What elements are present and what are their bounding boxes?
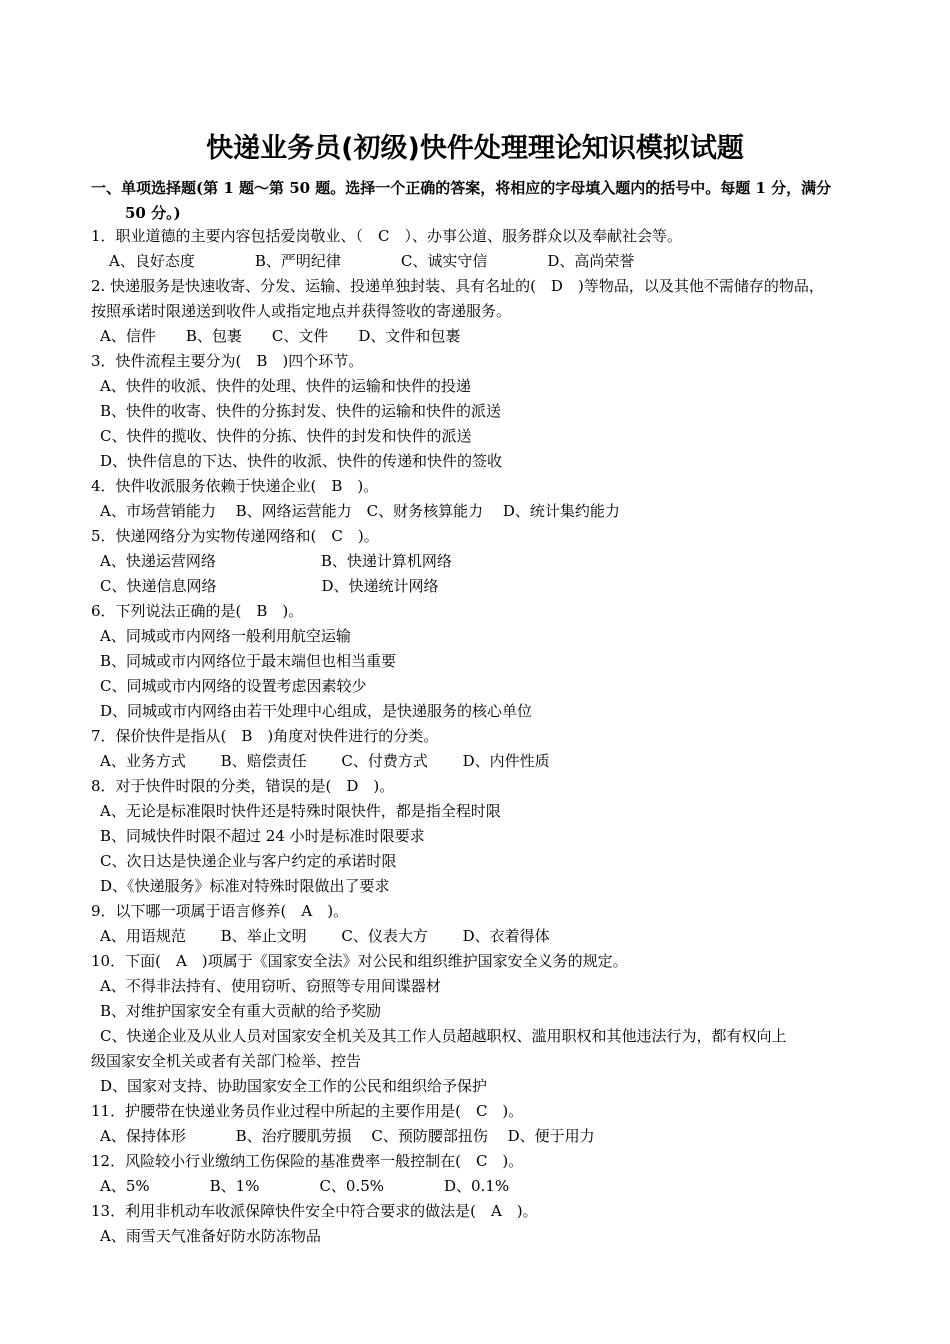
option-line: A、信件 B、包裹 C、文件 D、文件和包裹: [100, 327, 461, 345]
option-line: A、市场营销能力 B、网络运营能力 C、财务核算能力 D、统计集约能力: [100, 502, 620, 520]
question-line: 13．利用非机动车收派保障快件安全中符合要求的做法是( A )。: [91, 1202, 538, 1220]
option-line: D、同城或市内网络由若干处理中心组成，是快递服务的核心单位: [100, 702, 533, 720]
option-line: D、快件信息的下达、快件的收派、快件的传递和快件的签收: [100, 452, 503, 470]
section-heading-line-2: 50 分。): [125, 204, 181, 222]
option-line: B、对维护国家安全有重大贡献的给予奖励: [100, 1002, 382, 1020]
question-line: 12．风险较小行业缴纳工伤保险的基准费率一般控制在( C )。: [91, 1152, 524, 1170]
question-line: 10．下面( A )项属于《国家安全法》对公民和组织维护国家安全义务的规定。: [91, 952, 628, 970]
question-line: 8．对于快件时限的分类，错误的是( D )。: [91, 777, 395, 795]
section-heading: [91, 176, 871, 226]
option-line: A、良好态度 B、严明纪律 C、诚实守信 D、高尚荣誉: [109, 252, 635, 270]
option-line: A、业务方式 B、赔偿责任 C、付费方式 D、内件性质: [100, 752, 550, 770]
question-line: 5．快递网络分为实物传递网络和( C )。: [91, 527, 379, 545]
option-line: A、雨雪天气准备好防水防冻物品: [100, 1227, 321, 1245]
question-list: [91, 224, 881, 1249]
option-line: B、快件的收寄、快件的分拣封发、快件的运输和快件的派送: [100, 402, 502, 420]
question-line: 级国家安全机关或者有关部门检举、控告: [91, 1052, 362, 1070]
question-line: 4．快件收派服务依赖于快递企业( B )。: [91, 477, 379, 495]
option-line: C、同城或市内网络的设置考虑因素较少: [100, 677, 367, 695]
question-line: 6．下列说法正确的是( B )。: [91, 602, 304, 620]
question-line: 1．职业道德的主要内容包括爱岗敬业、（ C ）、办事公道、服务群众以及奉献社会等。: [91, 227, 683, 245]
section-heading-line-1: 一、单项选择题(第 1 题～第 50 题。选择一个正确的答案，将相应的字母填入题内的括号中。每题 1 分，满分: [91, 179, 832, 197]
question-line: 3．快件流程主要分为( B )四个环节。: [91, 352, 364, 370]
option-line: B、同城快件时限不超过 24 小时是标准时限要求: [100, 827, 425, 845]
question-line: 7．保价快件是指从( B )角度对快件进行的分类。: [91, 727, 439, 745]
question-line: 按照承诺时限递送到收件人或指定地点并获得签收的寄递服务。: [91, 302, 512, 320]
option-line: A、快件的收派、快件的处理、快件的运输和快件的投递: [100, 377, 471, 395]
option-line: C、次日达是快递企业与客户约定的承诺时限: [100, 852, 397, 870]
option-line: A、5% B、1% C、0.5% D、0.1%: [100, 1177, 510, 1195]
option-line: C、快递企业及从业人员对国家安全机关及其工作人员超越职权、滥用职权和其他违法行为，都有权向上: [100, 1027, 787, 1045]
option-line: C、快递信息网络 D、快递统计网络: [100, 577, 439, 595]
option-line: A、同城或市内网络一般利用航空运输: [100, 627, 351, 645]
option-line: A、不得非法持有、使用窃听、窃照等专用间谍器材: [100, 977, 441, 995]
option-line: A、无论是标准限时快件还是特殊时限快件，都是指全程时限: [100, 802, 501, 820]
question-line: 2. 快递服务是快速收寄、分发、运输、投递单独封装、具有名址的( D )等物品，以及其他不需储存的物品，: [91, 277, 824, 295]
option-line: D、国家对支持、协助国家安全工作的公民和组织给予保护: [100, 1077, 488, 1095]
option-line: D、《快递服务》标准对特殊时限做出了要求: [100, 877, 390, 895]
option-line: A、保持体形 B、治疗腰肌劳损 C、预防腰部扭伤 D、便于用力: [100, 1127, 595, 1145]
option-line: B、同城或市内网络位于最末端但也相当重要: [100, 652, 397, 670]
question-line: 11．护腰带在快递业务员作业过程中所起的主要作用是( C )。: [91, 1102, 524, 1120]
question-line: 9．以下哪一项属于语言修养( A )。: [91, 902, 349, 920]
option-line: A、用语规范 B、举止文明 C、仪表大方 D、衣着得体: [100, 927, 550, 945]
page-title: 快递业务员(初级)快件处理理论知识模拟试题: [206, 133, 744, 164]
option-line: A、快递运营网络 B、快递计算机网络: [100, 552, 452, 570]
option-line: C、快件的揽收、快件的分拣、快件的封发和快件的派送: [100, 427, 472, 445]
